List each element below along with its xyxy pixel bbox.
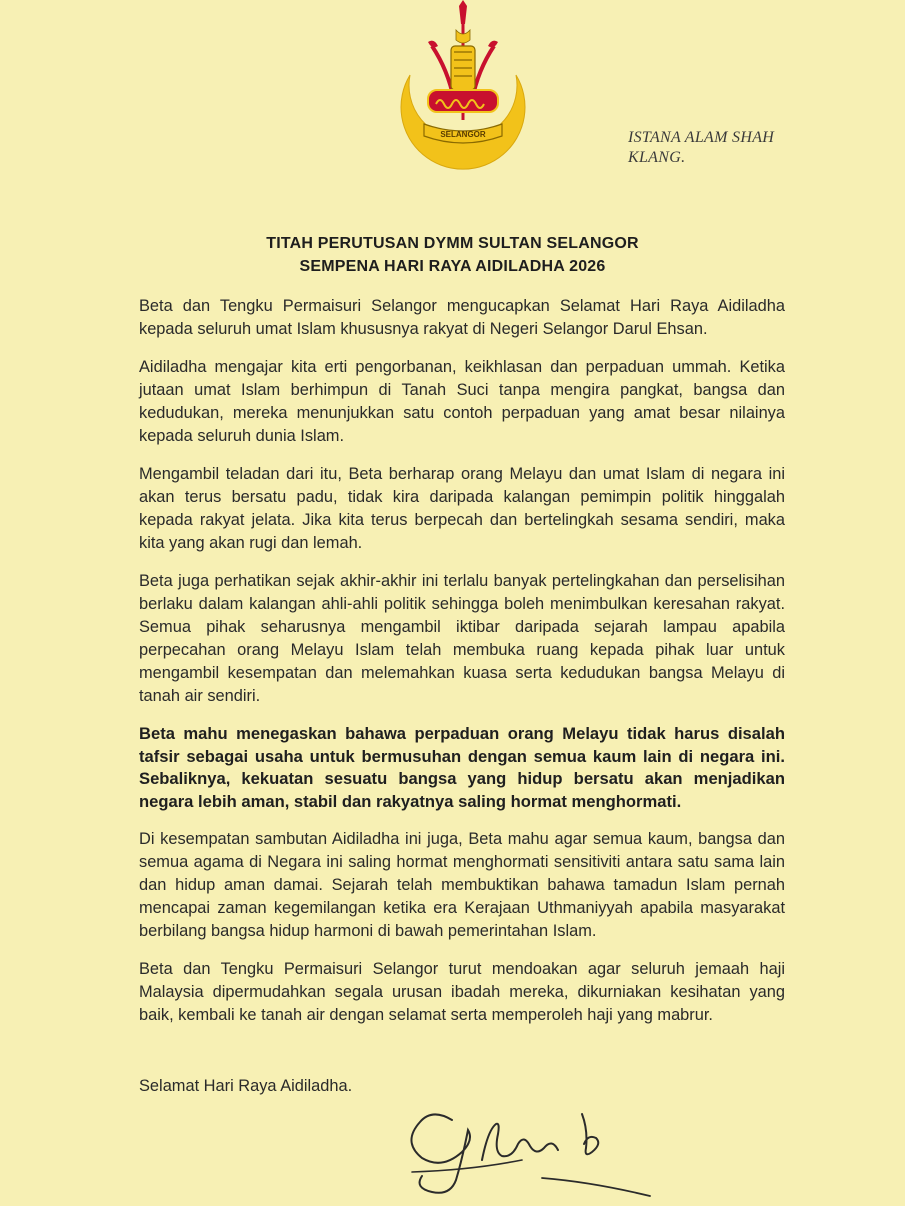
paragraph-2: Aidiladha mengajar kita erti pengorbanan, keikhlasan dan perpaduan ummah. Ketika jutaan umat Islam berhimpun di Tanah Suci tanpa mengira pangkat, bangsa dan kedudukan, mereka menunjukkan satu contoh perpaduan yang amat besar nilainya kepada seluruh dunia Islam. [139,358,785,445]
letter-title [0,232,905,278]
paragraph-4: Beta juga perhatikan sejak akhir-akhir ini terlalu banyak pertelingkahan dan perselisihan berlaku dalam kalangan ahli-ahli politik sehingga boleh menimbulkan keresahan rakyat. Semua pihak seharusnya mengambil iktibar daripada sejarah lampau apabila perpecahan orang Melayu Islam telah membuka ruang kepada pihak luar untuk mengambil kesempatan dan melemahkan kuasa serta kedudukan bangsa Melayu di tanah air sendiri. [139,572,785,705]
closing-greeting: Selamat Hari Raya Aidiladha. [139,1077,353,1095]
crest-ribbon-label: SELANGOR [440,130,486,139]
handwritten-signature [392,1100,662,1200]
location-line-1: ISTANA ALAM SHAH [628,129,775,146]
location-line-2: KLANG. [628,149,686,166]
paragraph-6: Di kesempatan sambutan Aidiladha ini juga, Beta mahu agar semua kaum, bangsa dan semua agama di Negara ini saling hormat menghormati sensitiviti antara satu sama lain dan hidup aman damai. Sejarah telah membuktikan bahawa tamadun Islam pernah mencapai zaman kegemilangan ketika era Kerajaan Uthmaniyyah apabila masyarakat berbilang bangsa hidup harmoni di bawah pemerintahan Islam. [139,830,785,940]
paragraph-1: Beta dan Tengku Permaisuri Selangor mengucapkan Selamat Hari Raya Aidiladha kepada seluruh umat Islam khususnya rakyat di Negeri Selangor Darul Ehsan. [139,297,785,338]
title-line-2: SEMPENA HARI RAYA AIDILADHA 2026 [299,258,606,275]
paragraph-5-emphasis: Beta mahu menegaskan bahawa perpaduan orang Melayu tidak harus disalah tafsir sebagai usaha untuk bermusuhan dengan semua kaum lain di negara ini. Sebaliknya, kekuatan sesuatu bangsa yang hidup bersatu akan menjadikan negara lebih aman, stabil dan rakyatnya saling hormat menghormati. [139,724,785,811]
title-line-1: TITAH PERUTUSAN DYMM SULTAN SELANGOR [266,235,639,252]
paragraph-3: Mengambil teladan dari itu, Beta berharap orang Melayu dan umat Islam di negara ini akan terus bersatu padu, tidak kira daripada kalangan pemimpin politik hinggalah kepada rakyat jelata. Jika kita terus berpecah dan bertelingkah sesama sendiri, maka kita yang akan rugi dan lemah. [139,465,785,552]
selangor-crest-icon [388,0,538,205]
letter-body [139,295,785,1042]
palace-location [628,128,774,168]
paragraph-7: Beta dan Tengku Permaisuri Selangor turut mendoakan agar seluruh jemaah haji Malaysia dipermudahkan segala urusan ibadah mereka, dikurniakan kesihatan yang baik, kembali ke tanah air dengan selamat serta memperoleh haji yang mabrur. [139,960,785,1024]
